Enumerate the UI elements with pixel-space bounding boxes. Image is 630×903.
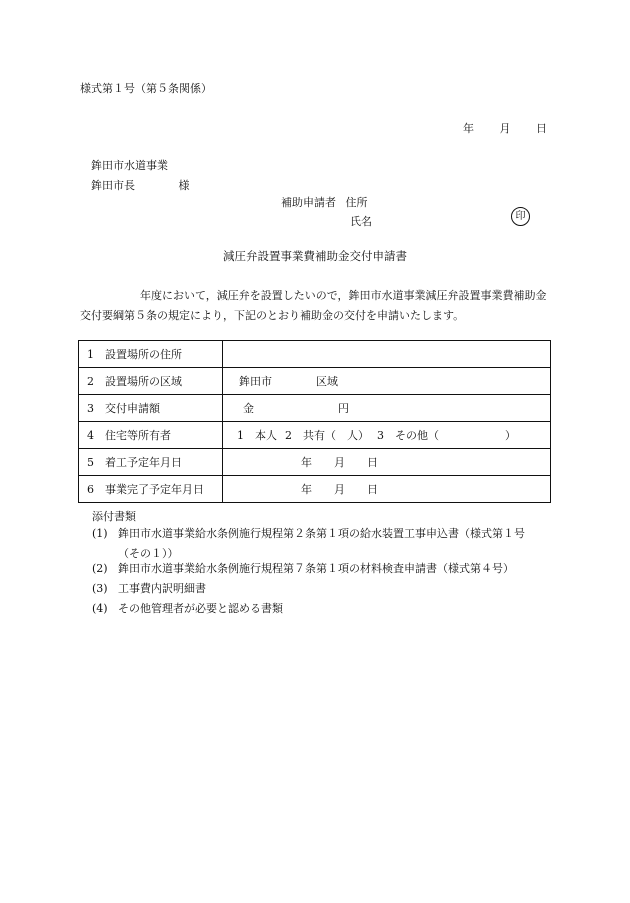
row-number: 3 — [87, 402, 94, 415]
start-date-field[interactable] — [223, 449, 551, 476]
table-row — [79, 476, 551, 503]
date-month: 月 — [334, 456, 345, 469]
attachment-text: 鉾田市水道事業給水条例施行規程第２条第１項の給水装置工事申込書（様式第１号 — [118, 527, 525, 540]
date-day: 日 — [367, 456, 378, 469]
attachment-number: (3) — [92, 582, 108, 595]
row-label: 事業完了予定年月日 — [105, 483, 204, 496]
install-address-field[interactable] — [223, 341, 551, 368]
addressee-mayor — [91, 177, 190, 193]
owner-option-other[interactable]: 3 その他（ ） — [377, 429, 516, 442]
attachment-item — [92, 579, 552, 599]
attachment-item — [92, 559, 552, 579]
document-title: 減圧弁設置事業費補助金交付申請書 — [223, 249, 407, 263]
row-number: 4 — [87, 429, 94, 442]
row-number: 2 — [87, 375, 94, 388]
row-number: 1 — [87, 348, 94, 361]
attachment-item — [92, 524, 552, 564]
address-label: 住所 — [345, 196, 368, 209]
application-table — [78, 340, 551, 503]
addressee-title: 鉾田市長 — [91, 179, 135, 192]
table-row — [79, 368, 551, 395]
application-body — [80, 286, 552, 326]
row-label: 着工予定年月日 — [105, 456, 182, 469]
row-label: 交付申請額 — [105, 402, 160, 415]
amount-unit: 円 — [338, 402, 349, 415]
table-row — [79, 341, 551, 368]
attachment-number: (4) — [92, 602, 108, 615]
date-year: 年 — [463, 122, 474, 135]
name-label: 氏名 — [350, 215, 372, 228]
region-suffix: 区域 — [316, 375, 338, 388]
row-number: 5 — [87, 456, 94, 469]
addressee-org: 鉾田市水道事業 — [91, 159, 168, 172]
table-row — [79, 449, 551, 476]
applicant-role: 補助申請者 — [281, 196, 336, 209]
row-label: 設置場所の区域 — [105, 375, 182, 388]
attachment-item — [92, 599, 552, 619]
attachment-number: (2) — [92, 562, 108, 575]
install-region-field[interactable] — [223, 368, 551, 395]
attachment-text: 工事費内訳明細書 — [118, 582, 206, 595]
amount-prefix: 金 — [243, 402, 254, 415]
owner-type-field[interactable] — [223, 422, 551, 449]
attachment-number: (1) — [92, 527, 108, 540]
table-row — [79, 422, 551, 449]
row-number: 6 — [87, 483, 94, 496]
owner-option-self[interactable]: 1 本人 — [237, 429, 277, 442]
row-label: 住宅等所有者 — [105, 429, 171, 442]
attachment-text-cont: （その１）） — [118, 547, 179, 560]
body-paragraph: 年度において，減圧弁を設置したいので，鉾田市水道事業減圧弁設置事業費補助金交付要綱第５条の規定により，下記のとおり補助金の交付を申請いたします。 — [80, 289, 547, 322]
seal-icon: 印 — [511, 207, 530, 226]
date-month: 月 — [499, 122, 511, 135]
date-year: 年 — [301, 456, 312, 469]
table-row — [79, 395, 551, 422]
date-day: 日 — [536, 122, 547, 135]
owner-option-shared[interactable]: 2 共有（ 人） — [285, 429, 369, 442]
completion-date-field[interactable] — [223, 476, 551, 503]
addressee-honorific: 様 — [178, 179, 190, 192]
attachments-title: 添付書類 — [92, 510, 136, 523]
region-city: 鉾田市 — [239, 375, 272, 388]
attachment-text: その他管理者が必要と認める書類 — [118, 602, 283, 615]
applicant-address — [281, 194, 368, 210]
date-line — [463, 120, 547, 136]
date-year: 年 — [301, 483, 312, 496]
form-id: 様式第１号（第５条関係） — [80, 82, 212, 95]
date-day: 日 — [367, 483, 378, 496]
attachment-text: 鉾田市水道事業給水条例施行規程第７条第１項の材料検査申請書（様式第４号） — [118, 562, 514, 575]
grant-amount-field[interactable] — [223, 395, 551, 422]
date-month: 月 — [334, 483, 345, 496]
row-label: 設置場所の住所 — [105, 348, 182, 361]
